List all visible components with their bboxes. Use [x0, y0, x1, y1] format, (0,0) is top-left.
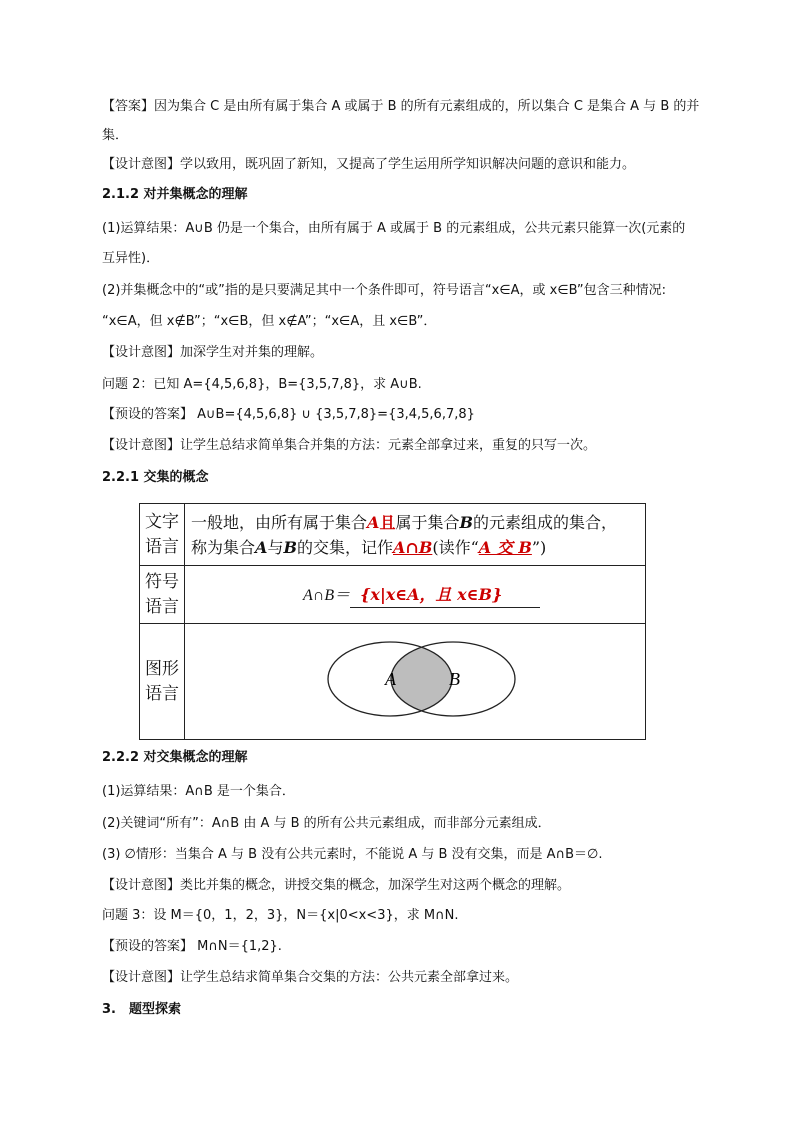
- union-result-paragraph-cont: 互异性)．: [102, 251, 160, 266]
- answer-3: 【预设的答案】 M∩N＝{1,2}.: [102, 939, 282, 954]
- heading-3: 3. 题型探索: [102, 1002, 181, 1017]
- keyword-all: (2)关键词“所有”：A∩B 由 A 与 B 的所有公共元素组成，而非部分元素组成．: [102, 816, 551, 831]
- table-row-text-language: [140, 504, 646, 566]
- set-a-label: A: [385, 669, 396, 689]
- intersection-result: (1)运算结果：A∩B 是一个集合．: [102, 784, 295, 799]
- heading-2-1-2: 2.1.2 对并集概念的理解: [102, 187, 248, 202]
- or-meaning-paragraph: (2)并集概念中的“或”指的是只要满足其中一个条件即可，符号语言“x∈A，或 x∈B”包含三种情况:: [102, 283, 667, 298]
- reading: A 交 B: [478, 537, 532, 557]
- venn-diagram-cell: [185, 624, 646, 740]
- label-symbol-language: 符号 语言: [140, 566, 185, 624]
- question-2: 问题 2：已知 A={4,5,6,8}，B={3,5,7,8}，求 A∪B.: [102, 377, 422, 392]
- label-graph-language: 图形 语言: [140, 624, 185, 740]
- symbol-definition: A∩B＝ {x|x∈A，且 x∈B}: [185, 566, 646, 624]
- answer-paragraph: 【答案】因为集合 C 是由所有属于集合 A 或属于 B 的所有元素组成的，所以集合 C 是集合 A 与 B 的并: [102, 99, 700, 114]
- empty-set-case: (3) ∅情形：当集合 A 与 B 没有公共元素时，不能说 A 与 B 没有交集，而是 A∩B＝∅.: [102, 847, 603, 862]
- table-row-graph-language: [140, 624, 646, 740]
- design-intent-5: 【设计意图】让学生总结求简单集合交集的方法：公共元素全部拿过来。: [102, 970, 519, 985]
- answer-2: 【预设的答案】 A∪B={4,5,6,8} ∪ {3,5,7,8}={3,4,5,6,7,8}: [102, 407, 475, 422]
- table-row-symbol-language: [140, 566, 646, 624]
- question-3: 问题 3：设 M＝{0，1，2，3}，N＝{x|0<x<3}，求 M∩N.: [102, 908, 459, 923]
- or-meaning-paragraph-cont: “x∈A，但 x∉B”；“x∈B，但 x∉A”；“x∈A，且 x∈B”．: [102, 314, 437, 329]
- design-intent-3: 【设计意图】让学生总结求简单集合并集的方法：元素全部拿过来，重复的只写一次。: [102, 438, 597, 453]
- design-intent-4: 【设计意图】类比并集的概念，讲授交集的概念，加深学生对这两个概念的理解。: [102, 878, 571, 893]
- label-text-language: 文字 语言: [140, 504, 185, 566]
- notation: A∩B: [393, 537, 433, 557]
- heading-2-2-2: 2.2.2 对交集概念的理解: [102, 750, 248, 765]
- design-intent-2: 【设计意图】加深学生对并集的理解。: [102, 345, 324, 360]
- union-result-paragraph: (1)运算结果：A∪B 仍是一个集合，由所有属于 A 或属于 B 的元素组成，公共元素只能算一次(元素的: [102, 221, 686, 236]
- intersection-definition-table: [139, 503, 646, 740]
- venn-diagram: [185, 624, 645, 732]
- design-intent-1: 【设计意图】学以致用，既巩固了新知，又提高了学生运用所学知识解决问题的意识和能力。: [102, 157, 636, 172]
- set-b-label: B: [449, 669, 460, 689]
- definition-text: 一般地，由所有属于集合A且属于集合B的元素组成的集合， 称为集合A与B的交集，记作A∩B(读作“A 交 B”): [185, 504, 646, 566]
- heading-2-2-1: 2.2.1 交集的概念: [102, 470, 209, 485]
- answer-paragraph-cont: 集．: [102, 128, 129, 143]
